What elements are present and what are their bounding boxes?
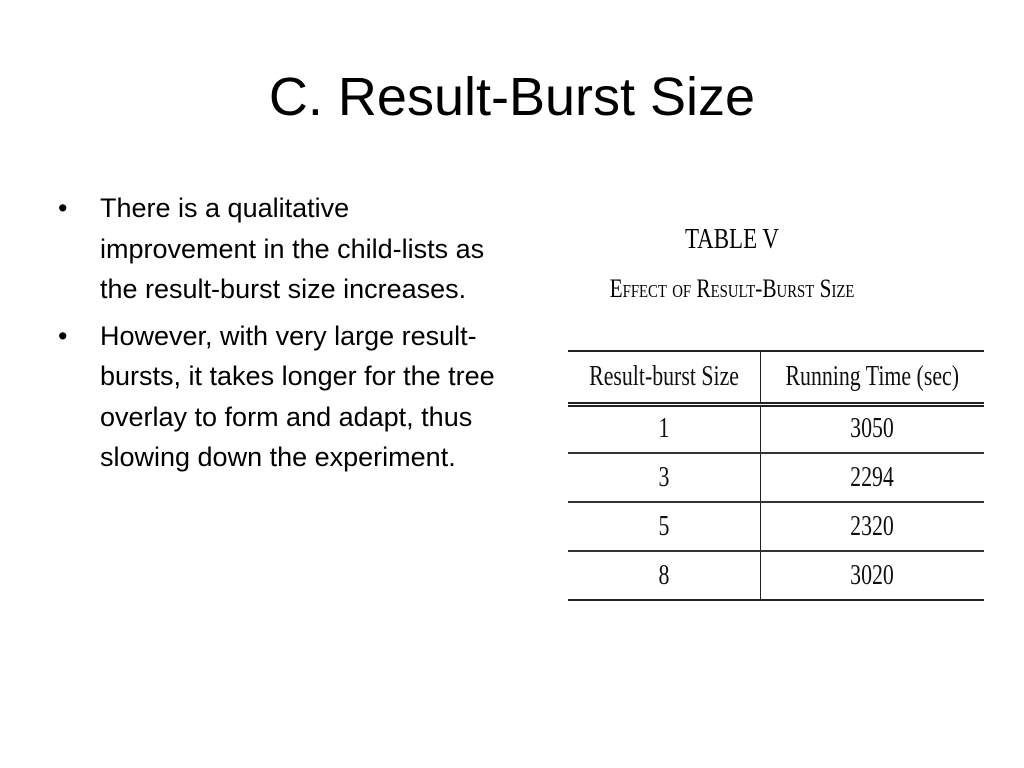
table-cell: 3020 (850, 559, 895, 591)
slide-title: C. Result-Burst Size (268, 67, 756, 127)
bullet-marker: • (58, 193, 68, 223)
column-header: Running Time (sec) (785, 360, 960, 392)
table-label: TABLE V (684, 224, 780, 255)
bullet-text: However, with very large result-bursts, it takes longer for the tree overlay to form and adapt, thus slowing down the experiment. (100, 320, 495, 472)
table-row (568, 502, 984, 551)
table-row (568, 404, 984, 453)
table-cell: 3050 (850, 413, 895, 445)
table-cell: 1 (568, 404, 761, 453)
bullet-list (58, 188, 498, 484)
table-cell: 8 (568, 551, 761, 600)
table-header-row (568, 351, 984, 404)
table-title: Effect of Result-Burst Size (609, 274, 855, 303)
bullet-item (58, 316, 498, 478)
table-row (568, 551, 984, 600)
table-cell: 2294 (850, 461, 895, 493)
table-cell: 5 (568, 502, 761, 551)
bullet-marker: • (58, 320, 68, 351)
table-row (568, 453, 984, 502)
bullet-item (58, 188, 498, 310)
result-burst-table (568, 350, 984, 601)
column-header: Result-burst Size (568, 351, 761, 404)
table-cell: 3 (568, 453, 761, 502)
table-cell: 2320 (850, 510, 895, 542)
bullet-text: There is a qualitative improvement in the child-lists as the result-burst size increases. (100, 193, 485, 304)
